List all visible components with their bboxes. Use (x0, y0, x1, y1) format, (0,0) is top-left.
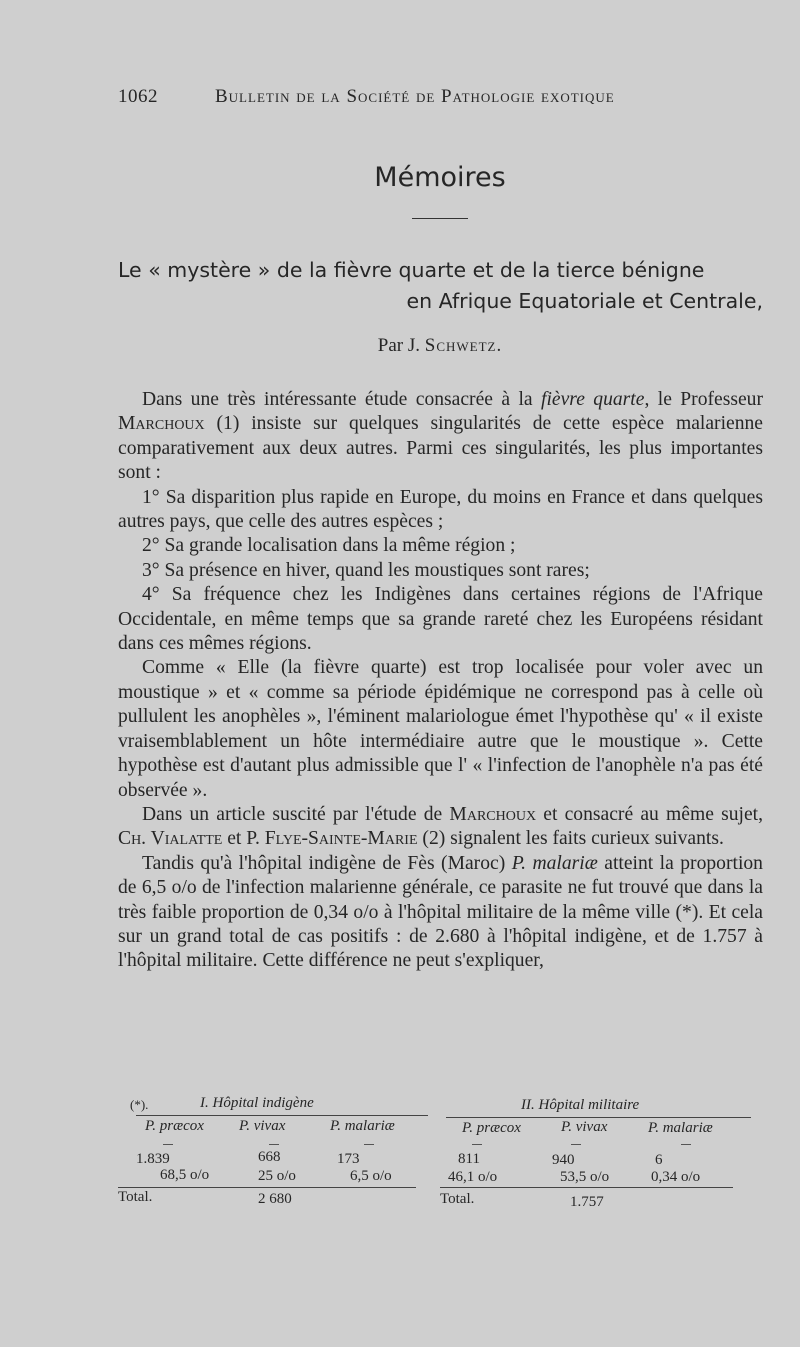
column-header: P. præcox (462, 1120, 521, 1136)
author-reference: Marchoux (118, 413, 205, 435)
author-reference: Flye-Sainte-Marie (264, 828, 418, 850)
paragraph-3 (118, 803, 763, 852)
table-caption-left: I. Hôpital indigène (200, 1095, 314, 1111)
author-name: Schwetz. (424, 335, 503, 356)
column-header: P. vivax (239, 1118, 286, 1134)
paragraph-1 (118, 388, 763, 486)
table-cell: 811 (458, 1151, 480, 1167)
table-cell: 25 o/o (258, 1168, 296, 1184)
table-rule (136, 1115, 428, 1116)
text-run: atteint la proportion de 6,5 o/o de l'infection malarienne générale, ce parasite ne fut trouvé que dans la très faible proportion de 0,34 o/o à l'hôpital militaire de la même ville (*). Et cela sur un grand total de cas positifs : de 2.680 à l'hôpital indigène, et de 1.757 à l'hôpital militaire. Cette différence ne peut s'expliquer, (118, 852, 763, 972)
emphasis: P. malariæ (511, 852, 598, 874)
section-title: Mémoires (374, 162, 506, 193)
article-body (118, 388, 763, 974)
page-number: 1062 (118, 86, 158, 107)
list-item-4: 4° Sa fréquence chez les Indigènes dans certaines régions de l'Afrique Occidentale, en même temps que sa grande rareté chez les Européens résidant dans ces mêmes régions. (118, 584, 763, 655)
article-title-line-1: Le « mystère » de la fièvre quarte et de la tierce bénigne (118, 258, 705, 282)
running-title: Bulletin de la Société de Pathologie exotique (215, 86, 615, 107)
list-item-2: 2° Sa grande localisation dans la même région ; (142, 535, 516, 557)
author-reference: Marchoux (449, 803, 537, 825)
table-cell: 6,5 o/o (350, 1168, 392, 1184)
total-value: 2 680 (258, 1191, 292, 1207)
table-rule (446, 1117, 751, 1118)
table-caption-right: II. Hôpital militaire (521, 1097, 640, 1113)
paragraph-4 (118, 852, 763, 974)
table-cell: 46,1 o/o (448, 1169, 498, 1185)
table-rule (440, 1187, 733, 1188)
column-header: P. malariæ (648, 1120, 713, 1136)
column-header: P. vivax (561, 1119, 608, 1135)
footnote-marker: (*). (130, 1097, 149, 1112)
total-label: Total. (440, 1191, 475, 1207)
total-label: Total. (118, 1189, 153, 1205)
table-cell: 940 (552, 1152, 575, 1168)
text-run: Dans une très intéressante étude consacrée à la (142, 389, 542, 410)
table-rule (118, 1187, 416, 1188)
table-cell: 53,5 o/o (560, 1169, 610, 1185)
author-reference: Ch. Vialatte (118, 828, 223, 850)
dash (571, 1144, 581, 1145)
table-cell: 1.839 (136, 1151, 170, 1167)
emphasis: fièvre quarte (541, 389, 645, 410)
dash (163, 1144, 173, 1145)
dash (472, 1144, 482, 1145)
table-cell: 0,34 o/o (651, 1169, 701, 1185)
article-title-line-2: en Afrique Equatoriale et Centrale, (406, 289, 763, 313)
dash (681, 1144, 691, 1145)
byline-prefix: Par J. (377, 335, 425, 356)
table-cell: 68,5 o/o (160, 1167, 210, 1183)
table-cell: 668 (258, 1149, 281, 1165)
text-run: , le Professeur (644, 389, 763, 410)
text-run: (1) insiste sur quelques singularités de cette espèce malarienne comparativement aux deux autres. Parmi ces singularités, les plus importantes sont : (118, 413, 763, 484)
total-value: 1.757 (570, 1194, 604, 1210)
text-run: Tandis qu'à l'hôpital indigène de Fès (Maroc) (142, 852, 512, 874)
paragraph-2: Comme « Elle (la fièvre quarte) est trop localisée pour voler avec un moustique » et « comme sa période épidémique ne correspond pas à celle où pullulent les anophèles », l'éminent malariologue émet l'hypothèse qu' « il existe vraisemblablement un hôte intermédiaire autre que le moustique ». Cette hypothèse est d'autant plus admissible que l' « l'infection de l'anophèle n'a pas été observée ». (118, 657, 763, 801)
list-item-1: 1° Sa disparition plus rapide en Europe, du moins en France et dans quelques autres pays, que celle des autres espèces ; (118, 486, 763, 533)
text-run: Dans un article suscité par l'étude de (142, 803, 450, 825)
byline (0, 335, 800, 357)
title-rule (412, 218, 468, 219)
text-run: (2) signalent les faits curieux suivants. (417, 828, 724, 850)
dash (269, 1144, 279, 1145)
column-header: P. præcox (145, 1118, 204, 1134)
text-run: et P. (222, 828, 265, 850)
table-cell: 6 (655, 1152, 663, 1168)
text-run: et consacré au même sujet, (536, 803, 763, 825)
list-item-3: 3° Sa présence en hiver, quand les moustiques sont rares; (142, 559, 590, 581)
dash (364, 1144, 374, 1145)
table-cell: 173 (337, 1151, 360, 1167)
column-header: P. malariæ (330, 1118, 395, 1134)
